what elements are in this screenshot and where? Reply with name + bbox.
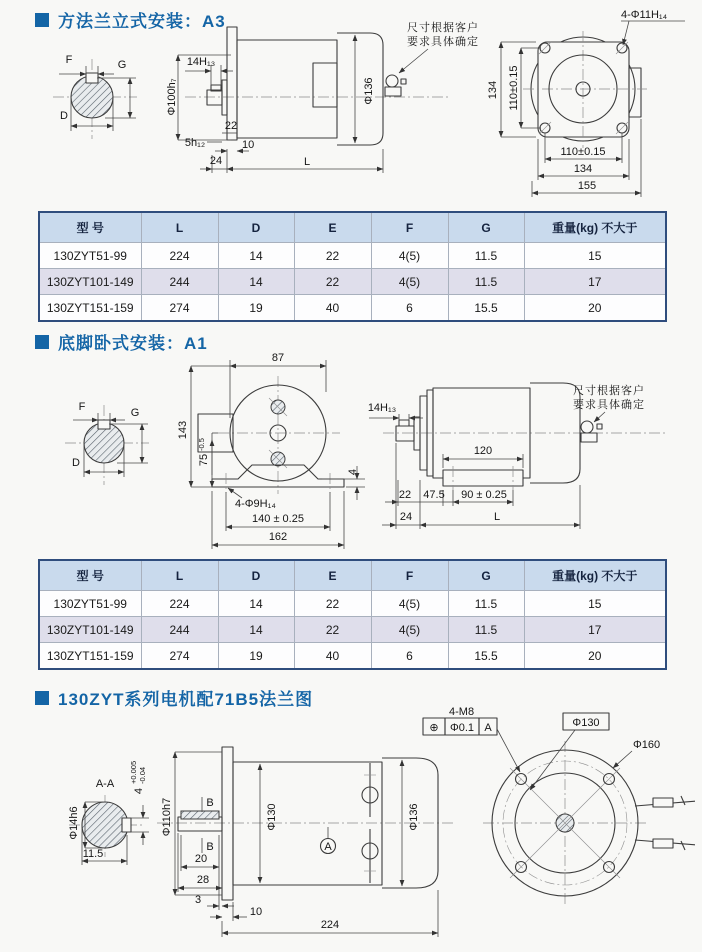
note-line2: 要求具体确定 [573,399,645,411]
motor-side-view [368,383,667,529]
dim-label-spigot: Φ100h₇ [166,78,178,116]
col-header-F: F [371,212,448,243]
model-cell: 130ZYT51-99 [39,591,141,617]
fcf-position-symbol: ⊕ [429,722,439,734]
dim-label-110h: 110±0.15 [560,146,606,158]
dim-label-L: L [303,156,311,168]
model-cell: 130ZYT151-159 [39,295,141,322]
dim-label-holes: 4-Φ11H₁₄ [621,9,668,21]
dim-label-22: 22 [398,489,412,501]
value-cell: 6 [371,643,448,670]
col-header-model: 型 号 [39,560,141,591]
table-header-row [39,560,666,591]
section-title-text: 底脚卧式安装：A1 [58,334,208,353]
col-header-weight: 重量(kg) 不大于 [524,560,666,591]
model-cell: 130ZYT51-99 [39,243,141,269]
dim-label-f: F [65,54,73,66]
dim-label-cap-dia: Φ136 [408,803,420,831]
dim-label-75: 75 [198,453,210,467]
table-row [39,269,666,295]
drawing-flange-vertical-mount [35,5,695,212]
value-cell: 40 [294,295,371,322]
value-cell: 224 [141,591,218,617]
dim-label-g: G [117,59,127,71]
dim-label-24: 24 [399,511,413,523]
table-row [39,243,666,269]
dim-label-10: 10 [249,906,263,918]
value-cell: 4(5) [371,617,448,643]
dim-label-d: D [72,457,80,469]
dim-label-g: G [130,407,140,419]
value-cell: 4(5) [371,591,448,617]
value-cell: 4(5) [371,243,448,269]
value-cell: 19 [218,295,294,322]
dim-label-3: 3 [194,894,202,906]
value-cell: 15 [524,591,666,617]
value-cell: 274 [141,295,218,322]
dim-label-115: 11.5 [82,848,104,860]
col-header-F: F [371,560,448,591]
dim-label-47: 47.5 [423,489,445,501]
dim-label-28: 28 [196,874,210,886]
dim-label-87: 87 [271,352,285,364]
dim-label-holes: 4-M8 [449,706,475,718]
col-header-D: D [218,560,294,591]
section-mark-b2: B [206,841,214,853]
dim-label-foot-holes: 4-Φ9H₁₄ [235,498,276,510]
spec-table-flange-vertical [38,211,667,322]
dim-label-shaft-dia: Φ14h6 [68,806,80,840]
value-cell: 6 [371,295,448,322]
col-header-model: 型 号 [39,212,141,243]
value-cell: 14 [218,591,294,617]
dim-label-flange-spigot: Φ130 [572,717,600,729]
col-header-L: L [141,560,218,591]
dim-label-key-tol-dn: -0.04 [138,766,147,784]
value-cell: 4(5) [371,269,448,295]
table-header-row [39,212,666,243]
table-row [39,643,666,670]
col-header-G: G [448,560,524,591]
value-cell: 20 [524,295,666,322]
table-row [39,295,666,322]
motor-side-view [157,747,455,937]
dim-label-4: 4 [347,468,359,476]
value-cell: 224 [141,243,218,269]
value-cell: 17 [524,617,666,643]
dim-label-224: 224 [320,919,340,931]
col-header-L: L [141,212,218,243]
flange-front-view [487,9,685,197]
section-title-text: 方法兰立式安装：A3 [58,12,226,31]
dim-label-body-dia: Φ136 [363,77,375,105]
value-cell: 22 [294,243,371,269]
table-row [39,591,666,617]
dim-label-20: 20 [194,853,208,865]
value-cell: 11.5 [448,617,524,643]
value-cell: 19 [218,643,294,670]
motor-side-view [166,20,479,173]
drawing-71b5-flange [35,705,695,952]
value-cell: 244 [141,269,218,295]
value-cell: 22 [294,617,371,643]
value-cell: 17 [524,269,666,295]
value-cell: 15.5 [448,643,524,670]
shaft-end-view [53,54,137,139]
dim-label-155: 155 [577,180,597,192]
note-line2: 要求具体确定 [407,36,479,48]
value-cell: 14 [218,269,294,295]
spec-table-foot-mount [38,559,667,670]
col-header-weight: 重量(kg) 不大于 [524,212,666,243]
value-cell: 20 [524,643,666,670]
col-header-E: E [294,212,371,243]
value-cell: 14 [218,243,294,269]
dim-label-75-tol: -0.5 [197,438,206,451]
dim-label-162: 162 [268,531,288,543]
dim-label-key: 14H₁₃ [367,402,397,414]
drawing-foot-mount [35,330,695,558]
value-cell: 22 [294,269,371,295]
value-cell: 244 [141,617,218,643]
dim-label-90: 90 ± 0.25 [461,489,507,501]
col-header-G: G [448,212,524,243]
value-cell: 11.5 [448,269,524,295]
dim-label-120: 120 [473,445,493,457]
datum-a-label: A [324,841,332,853]
dim-label-spigot-dia: Φ110h7 [161,797,173,837]
dim-label-22: 22 [224,120,238,132]
col-header-E: E [294,560,371,591]
section-title-text: 130ZYT系列电机配71B5法兰图 [58,690,314,709]
fcf-datum: A [484,722,492,734]
dim-label-10: 10 [242,139,255,151]
value-cell: 15 [524,243,666,269]
dim-label-143: 143 [177,420,189,440]
section-label-aa: A-A [95,778,115,790]
dim-label-flange-od: Φ160 [633,739,661,751]
dim-label-134v: 134 [487,80,499,100]
fcf-tolerance: Φ0.1 [449,722,475,734]
dim-label-key-h: 4 [133,787,145,795]
dim-label-key-tol-up: +0.005 [129,760,138,784]
dim-label-d: D [60,110,68,122]
dim-label-110v: 110±0.15 [508,65,520,111]
note-line1: 尺寸根据客户 [407,22,479,34]
value-cell: 14 [218,617,294,643]
motor-front-view [177,352,365,549]
dim-label-body-dia: Φ130 [266,803,278,831]
model-cell: 130ZYT101-149 [39,269,141,295]
col-header-D: D [218,212,294,243]
value-cell: 274 [141,643,218,670]
dim-label-5h12: 5h₁₂ [184,137,206,149]
value-cell: 11.5 [448,243,524,269]
value-cell: 40 [294,643,371,670]
section-mark-b1: B [206,797,214,809]
value-cell: 22 [294,591,371,617]
section-bullet-icon [35,691,49,705]
shaft-section-aa [68,761,149,865]
value-cell: 11.5 [448,591,524,617]
dim-label-24: 24 [209,155,223,167]
flange-rear-view [423,706,695,905]
table-row [39,617,666,643]
dim-label-L: L [493,511,501,523]
shaft-end-view [65,401,149,485]
value-cell: 15.5 [448,295,524,322]
note-line1: 尺寸根据客户 [573,385,645,397]
model-cell: 130ZYT151-159 [39,643,141,670]
dim-label-140: 140 ± 0.25 [252,513,304,525]
model-cell: 130ZYT101-149 [39,617,141,643]
dim-label-134h: 134 [573,163,593,175]
dim-label-key: 14H₁₃ [186,56,216,68]
dim-label-f: F [78,401,86,413]
